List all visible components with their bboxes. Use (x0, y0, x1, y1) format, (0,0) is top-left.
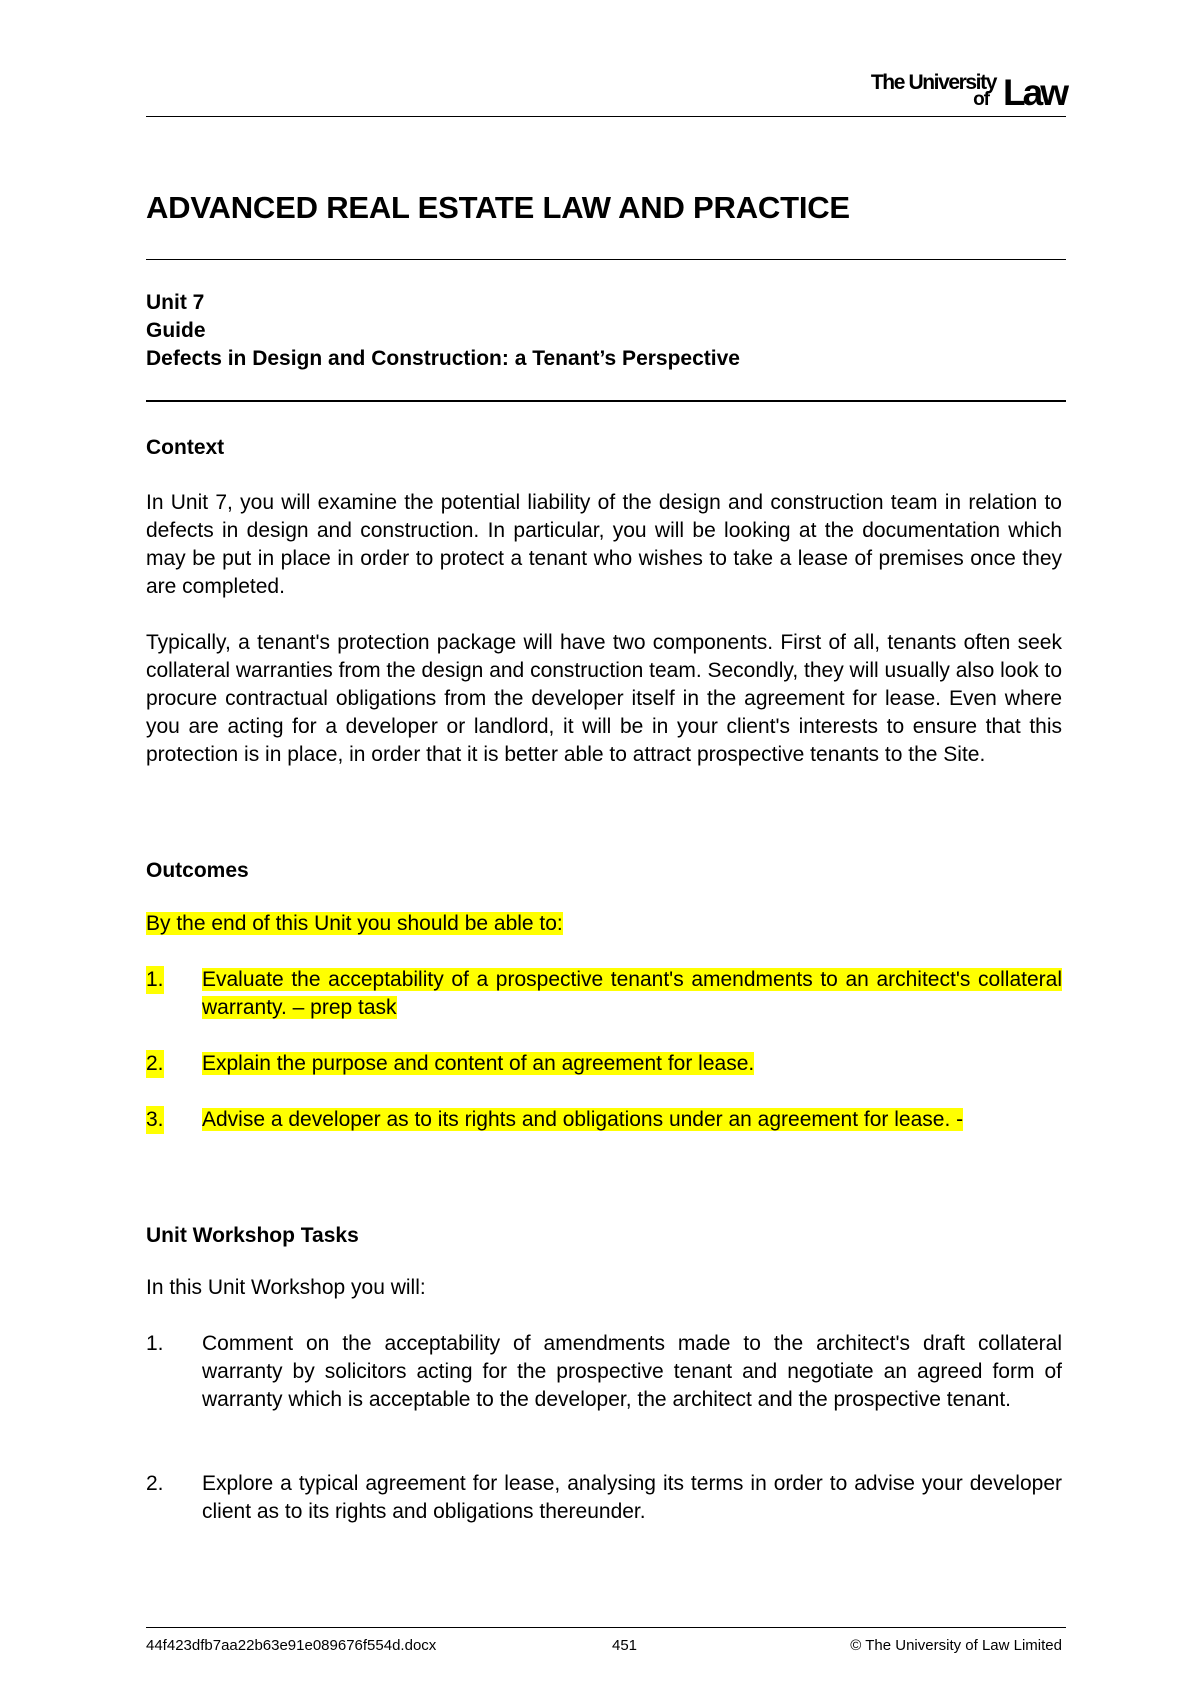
document-title: ADVANCED REAL ESTATE LAW AND PRACTICE (146, 190, 850, 225)
unit-block (146, 289, 740, 373)
footer-filename: 44f423dfb7aa22b63e91e089676f554d.docx (146, 1637, 437, 1654)
footer-page-number: 451 (612, 1637, 638, 1654)
outcome-text: Explain the purpose and content of an agreement for lease. (202, 1052, 755, 1075)
logo-line-3: Law (1003, 72, 1066, 113)
workshop-text: Comment on the acceptability of amendments made to the architect's draft collateral warranty by solicitors acting for the prospective tenant and negotiate an agreed form of warranty which is acceptable to the developer, the architect and the prospective tenant. (202, 1332, 1062, 1411)
university-logo (866, 68, 1066, 112)
unit-type: Guide (146, 319, 206, 342)
outcome-item (146, 1050, 1062, 1078)
footer-copyright: © The University of Law Limited (850, 1637, 1062, 1654)
context-paragraph-1: In Unit 7, you will examine the potential liability of the design and construction team in relation to defects in design and construction. In particular, you will be looking at the documentation which may be put in place in order to protect a tenant who wishes to take a lease of premises once they are completed. (146, 491, 1062, 598)
outcome-item (146, 966, 1062, 1022)
outcome-text: Evaluate the acceptability of a prospective tenant's amendments to an architect's collateral warranty. – prep task (202, 968, 1062, 1019)
outcomes-heading: Outcomes (146, 859, 249, 882)
unit-subject: Defects in Design and Construction: a Tenant’s Perspective (146, 347, 740, 370)
workshop-heading: Unit Workshop Tasks (146, 1224, 359, 1247)
workshop-item (146, 1330, 1062, 1414)
outcome-number: 2. (146, 1050, 164, 1078)
workshop-number: 1. (146, 1332, 164, 1355)
header-rule (146, 116, 1066, 117)
workshop-number: 2. (146, 1472, 164, 1495)
outcome-text: Advise a developer as to its rights and obligations under an agreement for lease. - (202, 1108, 964, 1131)
outcomes-intro-text: By the end of this Unit you should be able to: (146, 912, 563, 935)
footer-rule (146, 1627, 1066, 1628)
outcomes-intro (146, 910, 1062, 938)
workshop-text: Explore a typical agreement for lease, analysing its terms in order to advise your developer client as to its rights and obligations thereunder. (202, 1472, 1062, 1523)
title-rule (146, 259, 1066, 260)
unit-rule (146, 400, 1066, 402)
outcome-item (146, 1106, 1062, 1134)
outcome-number: 3. (146, 1106, 164, 1134)
unit-number: Unit 7 (146, 291, 205, 314)
context-heading: Context (146, 436, 225, 459)
context-paragraph-2: Typically, a tenant's protection package will have two components. First of all, tenants often seek collateral warranties from the design and construction team. Secondly, they will usually also look to procure contractual obligations from the developer itself in the agreement for lease. Even where you are acting for a developer or landlord, it will be in your client's interests to ensure that this protection is in place, in order that it is better able to attract prospective tenants to the Site. (146, 631, 1062, 766)
logo-line-1: The University (870, 71, 996, 94)
workshop-item (146, 1470, 1062, 1526)
workshop-intro: In this Unit Workshop you will: (146, 1276, 426, 1299)
logo-line-2: of (973, 89, 989, 110)
outcome-number: 1. (146, 966, 164, 994)
